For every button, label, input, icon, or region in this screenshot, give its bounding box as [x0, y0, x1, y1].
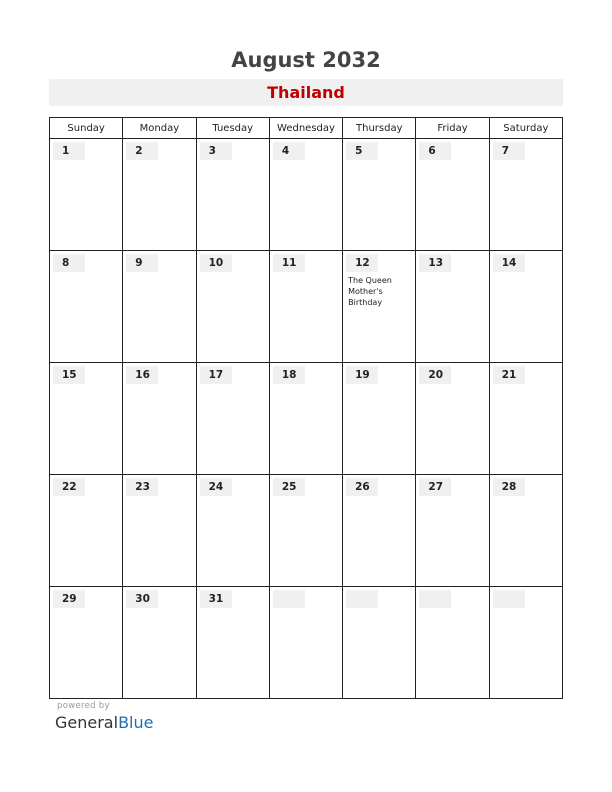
day-cell	[416, 139, 489, 251]
day-number: 1	[53, 142, 85, 160]
weekday-header: Saturday	[489, 118, 562, 139]
day-number: 6	[419, 142, 451, 160]
weekday-header: Sunday	[50, 118, 123, 139]
day-cell	[123, 363, 196, 475]
day-number: 17	[200, 366, 232, 384]
brand-name-general: General	[55, 713, 119, 732]
day-cell	[50, 475, 123, 587]
day-cell	[269, 475, 342, 587]
weekday-header: Thursday	[343, 118, 416, 139]
day-number: 15	[53, 366, 85, 384]
day-number: 20	[419, 366, 451, 384]
day-cell	[489, 251, 562, 363]
day-cell	[123, 475, 196, 587]
week-row	[50, 251, 563, 363]
day-number-placeholder	[273, 590, 305, 608]
day-number: 11	[273, 254, 305, 272]
day-number-placeholder	[346, 590, 378, 608]
day-number: 29	[53, 590, 85, 608]
week-row	[50, 475, 563, 587]
day-number: 19	[346, 366, 378, 384]
day-cell-empty	[343, 587, 416, 699]
day-number: 5	[346, 142, 378, 160]
holiday-event: The Queen Mother's Birthday	[348, 276, 392, 307]
day-cell	[416, 363, 489, 475]
day-number: 13	[419, 254, 451, 272]
day-cell	[343, 363, 416, 475]
day-cell	[50, 251, 123, 363]
day-cell	[196, 251, 269, 363]
day-cell	[489, 475, 562, 587]
day-cell	[123, 251, 196, 363]
day-cell	[269, 251, 342, 363]
day-number: 8	[53, 254, 85, 272]
day-number-placeholder	[493, 590, 525, 608]
day-number: 2	[126, 142, 158, 160]
day-cell	[269, 139, 342, 251]
day-cell	[489, 363, 562, 475]
day-cell	[343, 251, 416, 363]
powered-by-label: powered by	[57, 701, 110, 711]
weekday-header: Tuesday	[196, 118, 269, 139]
weekday-header: Wednesday	[269, 118, 342, 139]
weekday-header: Friday	[416, 118, 489, 139]
day-cell-empty	[269, 587, 342, 699]
day-number: 14	[493, 254, 525, 272]
day-cell	[50, 139, 123, 251]
brand-name-blue: Blue	[118, 713, 154, 732]
brand-logo[interactable]	[55, 713, 153, 732]
day-number: 23	[126, 478, 158, 496]
day-cell	[50, 363, 123, 475]
day-cell	[343, 139, 416, 251]
day-cell	[196, 139, 269, 251]
day-number: 4	[273, 142, 305, 160]
week-row	[50, 139, 563, 251]
day-cell	[489, 139, 562, 251]
day-number: 28	[493, 478, 525, 496]
day-cell	[196, 587, 269, 699]
day-number: 27	[419, 478, 451, 496]
country-name: Thailand	[267, 83, 345, 102]
weekday-header-row	[50, 118, 563, 139]
day-cell-empty	[416, 587, 489, 699]
week-row	[50, 587, 563, 699]
day-number: 12	[346, 254, 378, 272]
day-cell	[123, 587, 196, 699]
day-cell	[196, 363, 269, 475]
day-number: 25	[273, 478, 305, 496]
day-number: 9	[126, 254, 158, 272]
day-number: 7	[493, 142, 525, 160]
week-row	[50, 363, 563, 475]
day-number: 26	[346, 478, 378, 496]
day-number: 24	[200, 478, 232, 496]
day-cell	[50, 587, 123, 699]
calendar-title: August 2032	[231, 48, 381, 72]
day-number: 10	[200, 254, 232, 272]
day-number: 22	[53, 478, 85, 496]
day-cell	[269, 363, 342, 475]
day-number: 31	[200, 590, 232, 608]
day-cell	[196, 475, 269, 587]
day-number: 16	[126, 366, 158, 384]
day-cell	[123, 139, 196, 251]
day-cell	[416, 251, 489, 363]
day-number-placeholder	[419, 590, 451, 608]
country-banner	[49, 79, 563, 106]
day-number: 30	[126, 590, 158, 608]
day-number: 3	[200, 142, 232, 160]
day-number: 18	[273, 366, 305, 384]
day-cell-empty	[489, 587, 562, 699]
day-cell	[343, 475, 416, 587]
day-cell	[416, 475, 489, 587]
day-number: 21	[493, 366, 525, 384]
weekday-header: Monday	[123, 118, 196, 139]
month-grid	[49, 117, 563, 699]
